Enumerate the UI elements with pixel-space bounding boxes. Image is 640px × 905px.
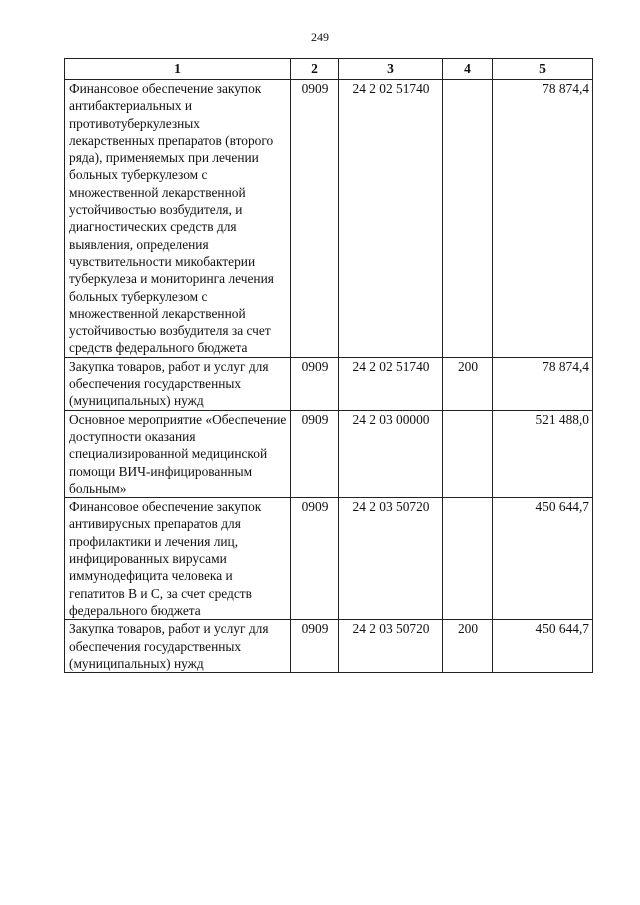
row-section: 0909 (291, 410, 339, 497)
row-amount: 78 874,4 (493, 80, 593, 358)
row-code: 24 2 03 00000 (339, 410, 443, 497)
row-name: Закупка товаров, работ и услуг для обеспечения государственных (муниципальных) нужд (65, 620, 291, 673)
table-row (65, 498, 593, 620)
row-expense-type (443, 80, 493, 358)
table-row (65, 357, 593, 410)
row-code: 24 2 03 50720 (339, 620, 443, 673)
page-number: 249 (311, 30, 329, 44)
row-expense-type: 200 (443, 357, 493, 410)
row-amount: 78 874,4 (493, 357, 593, 410)
row-name: Закупка товаров, работ и услуг для обеспечения государственных (муниципальных) нужд (65, 357, 291, 410)
table-row (65, 80, 593, 358)
row-expense-type (443, 410, 493, 497)
row-section: 0909 (291, 357, 339, 410)
table-row (65, 410, 593, 497)
budget-table (64, 58, 593, 673)
row-section: 0909 (291, 80, 339, 358)
header-col-3: 3 (339, 59, 443, 80)
row-name: Финансовое обеспечение закупок антивирусных препаратов для профилактики и лечения лиц, инфицированных вирусами иммунодефицита человека и гепатитов B и C, за счет средств федерального бюджета (65, 498, 291, 620)
row-section: 0909 (291, 498, 339, 620)
row-amount: 521 488,0 (493, 410, 593, 497)
table-row (65, 620, 593, 673)
header-col-2: 2 (291, 59, 339, 80)
row-name: Финансовое обеспечение закупок антибактериальных и противотуберкулезных лекарственных препаратов (второго ряда), применяемых при лечении больных туберкулезом с множественной лекарственной устойчивостью возбудителя, и диагностических средств для выявления, определения чувствительности микобактерии туберкулеза и мониторинга лечения больных туберкулезом с множественной лекарственной устойчивостью возбудителя за счет средств федерального бюджета (65, 80, 291, 358)
row-section: 0909 (291, 620, 339, 673)
row-code: 24 2 03 50720 (339, 498, 443, 620)
row-code: 24 2 02 51740 (339, 80, 443, 358)
row-expense-type (443, 498, 493, 620)
row-amount: 450 644,7 (493, 498, 593, 620)
row-name: Основное мероприятие «Обеспечение доступности оказания специализированной медицинской помощи ВИЧ-инфицированным больным» (65, 410, 291, 497)
header-col-4: 4 (443, 59, 493, 80)
row-code: 24 2 02 51740 (339, 357, 443, 410)
row-expense-type: 200 (443, 620, 493, 673)
table-header-row (65, 59, 593, 80)
header-col-1: 1 (65, 59, 291, 80)
header-col-5: 5 (493, 59, 593, 80)
row-amount: 450 644,7 (493, 620, 593, 673)
